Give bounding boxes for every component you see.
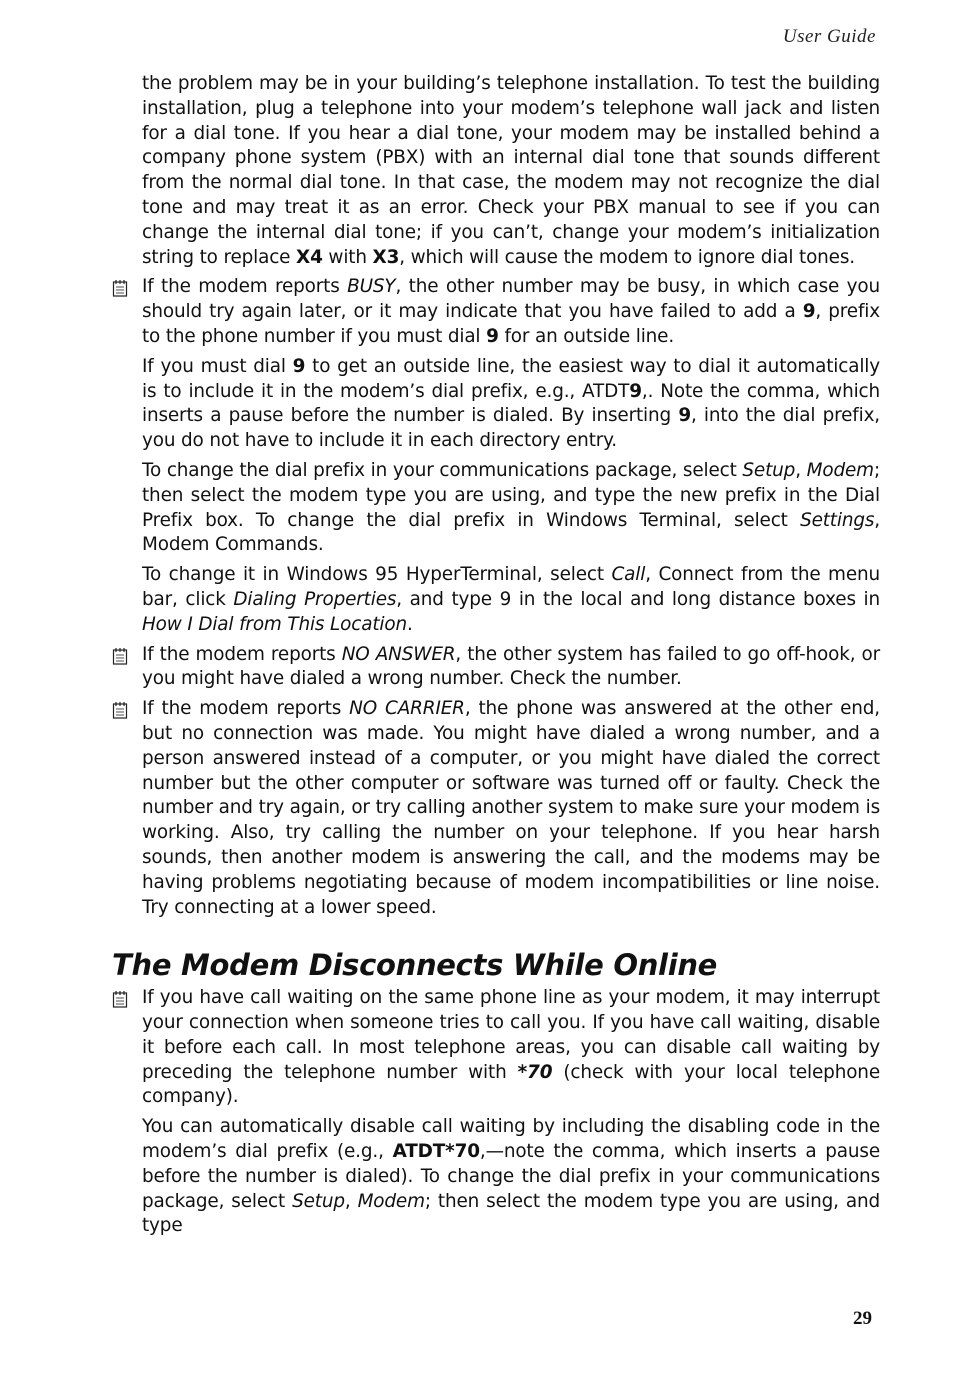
- notepad-icon: [112, 701, 128, 719]
- hyperterminal-paragraph: To change it in Windows 95 HyperTerminal, select Call, Connect from the menu bar, click Dialing Properties, and type 9 in the local and long distance boxes in How I Dial from This Location.: [142, 564, 881, 635]
- section-heading: The Modem Disconnects While Online: [112, 948, 718, 983]
- call-waiting-item: [142, 986, 880, 1110]
- notepad-icon: [112, 279, 128, 297]
- call-waiting-paragraph: If you have call waiting on the same phone line as your modem, it may interrupt your connection when someone tries to call you. If you have call waiting, disable it before each call. In most telephone areas, you can disable call waiting by preceding the telephone number with *70 (check with your local telephone company).: [142, 987, 880, 1108]
- page-content: [112, 72, 881, 1244]
- no-answer-item: [142, 643, 880, 693]
- no-carrier-paragraph: If the modem reports NO CARRIER, the phone was answered at the other end, but no connection was made. You might have dialed a wrong number, and a person answered instead of a computer, or you might have dialed the correct number but the other computer or software was turned off or faulty. Check the number and try again, or try calling another system to make sure your modem is working. Also, try calling the number on your telephone. If you hear harsh sounds, then another modem is answering the call, and the modems may be having problems negotiating because of modem incompatibilities or line noise. Try connecting at a lower speed.: [142, 698, 880, 918]
- busy-item: [142, 275, 880, 349]
- no-answer-paragraph: If the modem reports NO ANSWER, the other system has failed to go off-hook, or you might have dialed a wrong number. Check the number.: [142, 643, 880, 690]
- disable-call-waiting-paragraph: You can automatically disable call waiting by including the disabling code in the modem’s dial prefix (e.g., ATDT*70,—note the comma, which inserts a pause before the number is dialed). To change the dial prefix in your communications package, select Setup, Modem; then select the modem type you are using, and type: [142, 1116, 880, 1237]
- dial-prefix-paragraph: To change the dial prefix in your communications package, select Setup, Modem; then select the modem type you are using, and type the new prefix in the Dial Prefix box. To change the dial prefix in Windows Terminal, select Settings, Modem Commands.: [142, 459, 880, 556]
- intro-paragraph: the problem may be in your building’s telephone installation. To test the building installation, plug a telephone into your modem’s telephone wall jack and listen for a dial tone. If you hear a dial tone, your modem may be installed behind a company phone system (PBX) with an internal dial tone that sounds different from the normal dial tone. In that case, the modem may not recognize the dial tone and may treat it as an error. Check your PBX manual to see if you can change the internal dial tone; if you can’t, change your modem’s initialization string to replace X4 with X3, which will cause the modem to ignore dial tones.: [142, 73, 880, 268]
- outside-line-paragraph: If you must dial 9 to get an outside line, the easiest way to dial it automatically is to include it in the modem’s dial prefix, e.g., ATDT9,. Note the comma, which inserts a pause before the number is dialed. By inserting 9, into the dial prefix, you do not have to include it in each directory entry.: [142, 355, 881, 452]
- no-carrier-item: [142, 697, 880, 920]
- busy-paragraph: If the modem reports BUSY, the other number may be busy, in which case you should try again later, or it may indicate that you have failed to add a 9, prefix to the phone number if you must dial 9 for an outside line.: [142, 276, 880, 347]
- page-number: 29: [853, 1308, 872, 1329]
- running-header: User Guide: [782, 26, 876, 47]
- notepad-icon: [112, 647, 128, 665]
- notepad-icon: [112, 990, 128, 1008]
